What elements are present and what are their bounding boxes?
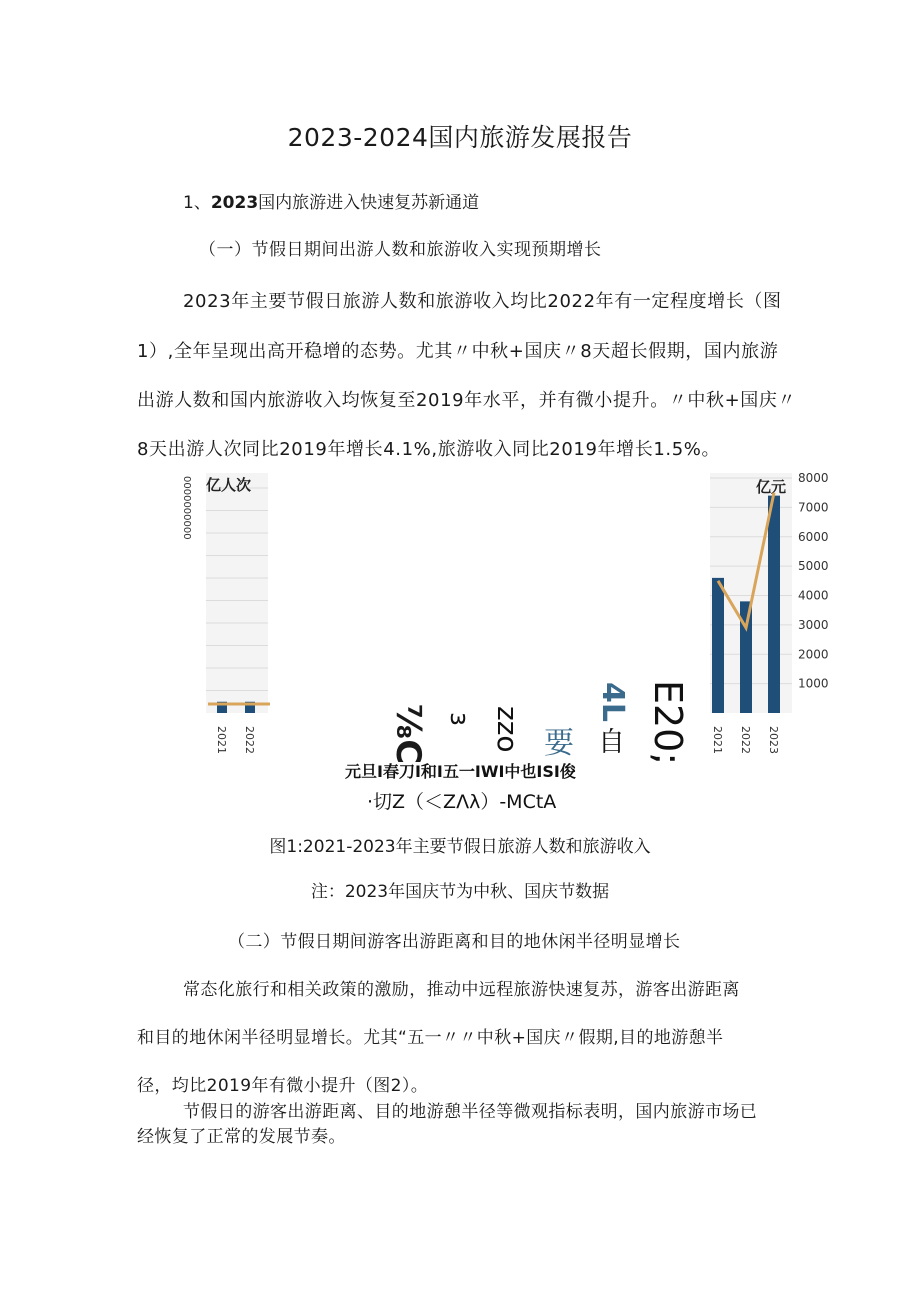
chart-right-category-label: 2021 (711, 726, 724, 754)
figure-garble-4: 要 (544, 726, 574, 761)
figure-garble-line1: 元旦I春刀I和I五一IWI中也ISI俊 (345, 762, 576, 781)
chart-right-svg (700, 468, 840, 758)
para1-line4: 8天出游人次同比2019年增长4.1%,旅游收入同比2019年增长1.5%。 (137, 439, 721, 460)
para3-line1: 节假日的游客出游距离、目的地游憩半径等微观指标表明，国内旅游市场已 (183, 1102, 758, 1122)
chart-right-bar (712, 578, 724, 713)
figure-garble-7: E20; (646, 680, 690, 766)
chart-right-category-label: 2022 (739, 726, 752, 754)
figure-caption: 图1:2021-2023年主要节假日旅游人数和旅游收入 (269, 837, 651, 857)
figure-garble-2: ɜ (444, 712, 474, 726)
chart-right-bar (768, 496, 780, 713)
para1-line1: 2023年主要节假日旅游人数和旅游收入均比2022年有一定程度增长（图 (183, 291, 782, 312)
figure-garble-3: zzo (491, 706, 524, 753)
subsection-1-heading: （一）节假日期间出游人数和旅游收入实现预期增长 (199, 240, 602, 260)
para2-line2: 和目的地休闲半径明显增长。尤其“五一〃〃中秋+国庆〃假期,目的地游憩半 (137, 1028, 724, 1048)
chart-left-category-label: 2021 (215, 726, 228, 754)
chart-left-plot-bg (206, 473, 268, 713)
figure-garble-line2: ·切Z（＜ZΛλ）-MCtA (367, 791, 557, 813)
para2-line3: 径，均比2019年有微小提升（图2）。 (137, 1076, 429, 1096)
figure-note: 注：2023年国庆节为中秋、国庆节数据 (310, 882, 610, 902)
chart-right-tick-label: 8000 (798, 471, 829, 485)
section-1-text: 国内旅游进入快速复苏新通道 (258, 193, 480, 213)
figure-garble-6: 自 (598, 727, 625, 758)
figure-garble-1: ⅞C (388, 704, 428, 765)
chart-left-svg (178, 468, 274, 758)
para2-line1: 常态化旅行和相关政策的激励，推动中远程旅游快速复苏，游客出游距离 (183, 980, 740, 1000)
chart-left-tick-labels: 0000000000 (181, 476, 192, 540)
para3-line2: 经恢复了正常的发展节奏。 (137, 1127, 346, 1147)
chart-right-category-label: 2023 (767, 726, 780, 754)
chart-right-tick-label: 2000 (798, 647, 829, 662)
page-title: 2023-2024国内旅游发展报告 (287, 123, 633, 152)
chart-left-category-label: 2022 (243, 726, 256, 754)
chart-right-tick-label: 3000 (798, 617, 829, 632)
chart-right-tick-label: 1000 (798, 676, 829, 691)
subsection-2-heading: （二）节假日期间游客出游距离和目的地休闲半径明显增长 (228, 932, 681, 952)
chart-right-tick-label: 6000 (798, 529, 829, 544)
figure-garble-5: 4L (595, 682, 630, 722)
chart-left-fragment (178, 468, 274, 758)
chart-right-tick-label: 5000 (798, 559, 829, 574)
chart-left-ylabel: 亿人次 (206, 476, 252, 494)
section-1-heading (183, 188, 479, 213)
chart-right-tick-label: 7000 (798, 500, 829, 515)
para1-line3: 出游人数和国内旅游收入均恢复至2019年水平，并有微小提升。〃中秋+国庆〃 (137, 390, 797, 411)
para1-line2: 1）,全年呈现出高开稳增的态势。尤其〃中秋+国庆〃8天超长假期，国内旅游 (137, 341, 779, 362)
chart-right-fragment (700, 468, 840, 758)
section-1-number: 1、 (183, 193, 211, 213)
chart-right-tick-label: 4000 (798, 588, 829, 603)
section-1-year: 2023 (210, 193, 259, 213)
chart-right-ylabel: 亿元 (756, 478, 787, 496)
